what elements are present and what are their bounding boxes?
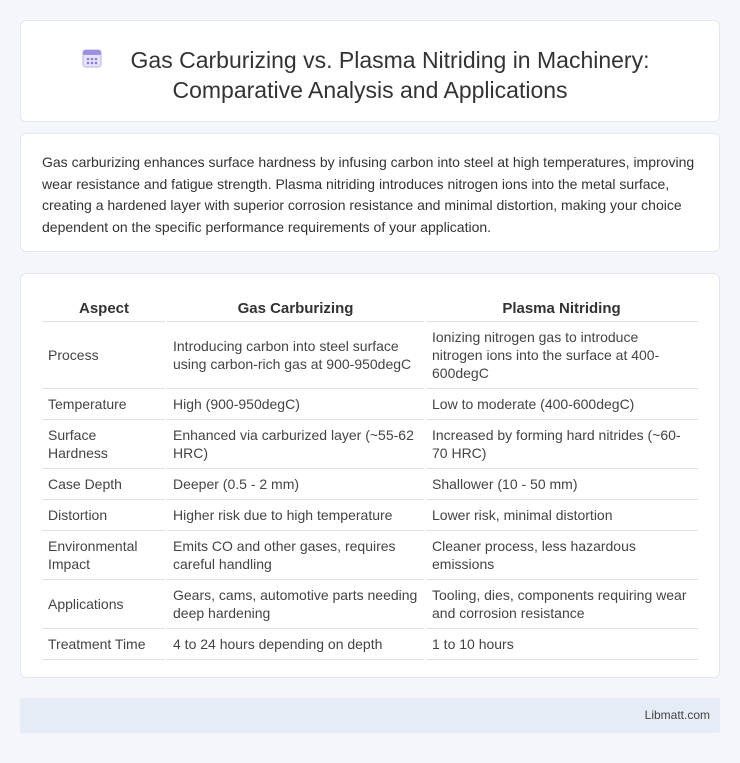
row-gas-carburizing: Emits CO and other gases, requires careful handling [166,530,425,579]
table-row [42,530,698,579]
row-aspect: Environmental Impact [42,530,166,579]
row-aspect: Case Depth [42,468,166,499]
row-plasma-nitriding: Ionizing nitrogen gas to introduce nitrogen ions into the surface at 400-600degC [425,321,698,388]
row-gas-carburizing: Deeper (0.5 - 2 mm) [166,468,425,499]
row-aspect: Applications [42,579,166,628]
table-row [42,628,698,659]
row-aspect: Distortion [42,499,166,530]
row-aspect: Surface Hardness [42,419,166,468]
comparison-table-card [20,273,720,678]
row-gas-carburizing: Higher risk due to high temperature [166,499,425,530]
table-header-row [42,290,698,321]
table-row [42,579,698,628]
row-gas-carburizing: Gears, cams, automotive parts needing deep hardening [166,579,425,628]
row-gas-carburizing: High (900-950degC) [166,388,425,419]
table-row [42,499,698,530]
intro-card [20,133,720,252]
header-plasma-nitriding: Plasma Nitriding [425,290,698,321]
row-plasma-nitriding: 1 to 10 hours [425,628,698,659]
table-row [42,468,698,499]
row-plasma-nitriding: Increased by forming hard nitrides (~60-70 HRC) [425,419,698,468]
header-aspect: Aspect [42,290,166,321]
row-aspect: Process [42,321,166,388]
title-card [20,20,720,122]
footer-brand[interactable]: Libmatt.com [644,708,710,722]
page-title [21,45,719,105]
header-gas-carburizing: Gas Carburizing [166,290,425,321]
table-row [42,419,698,468]
footer [20,698,720,733]
page-title-line1: Gas Carburizing vs. Plasma Nitriding in Machinery: [130,47,650,73]
row-aspect: Treatment Time [42,628,166,659]
row-plasma-nitriding: Lower risk, minimal distortion [425,499,698,530]
page-title-line2: Comparative Analysis and Applications [172,77,568,103]
row-plasma-nitriding: Shallower (10 - 50 mm) [425,468,698,499]
table-row [42,321,698,388]
row-gas-carburizing: Introducing carbon into steel surface using carbon-rich gas at 900-950degC [166,321,425,388]
table-row [42,388,698,419]
row-plasma-nitriding: Low to moderate (400-600degC) [425,388,698,419]
intro-paragraph: Gas carburizing enhances surface hardness by infusing carbon into steel at high temperatures, improving wear resistance and fatigue strength. Plasma nitriding introduces nitrogen ions into the metal surface, creating a hardened layer with superior corrosion resistance and minimal distortion, making your choice dependent on the specific performance requirements of your application. [42,154,695,235]
row-plasma-nitriding: Cleaner process, less hazardous emissions [425,530,698,579]
row-plasma-nitriding: Tooling, dies, components requiring wear and corrosion resistance [425,579,698,628]
row-gas-carburizing: 4 to 24 hours depending on depth [166,628,425,659]
comparison-table [42,290,698,660]
row-gas-carburizing: Enhanced via carburized layer (~55-62 HRC) [166,419,425,468]
row-aspect: Temperature [42,388,166,419]
